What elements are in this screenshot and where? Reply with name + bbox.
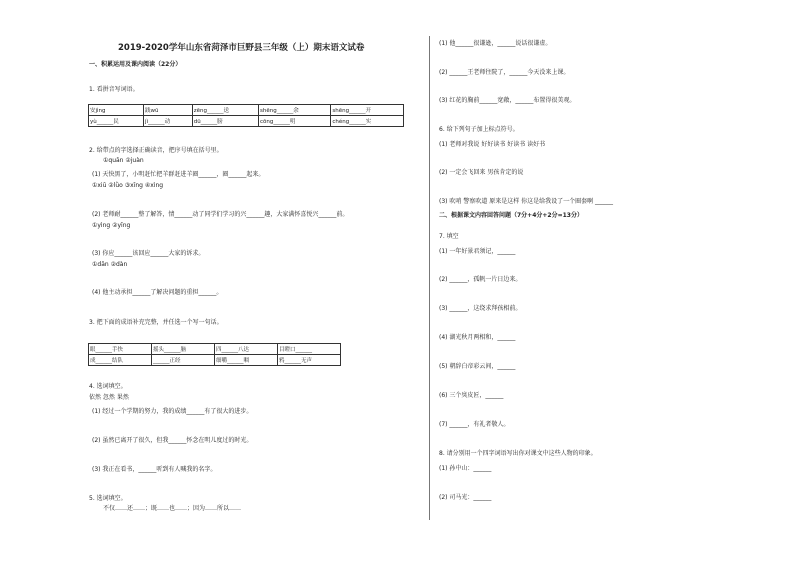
- question-8-2: (2) 司马光：______: [439, 494, 492, 501]
- question-2-options: ①quān ②juàn: [103, 157, 144, 164]
- question-4-2: (2) 虽然已离开了很久，但我______怀念在明儿度过的时光。: [92, 437, 253, 444]
- question-7-4: (4) 湖光秋月两相和，______: [439, 334, 516, 341]
- question-2-2: (2) 老师耐______整了解答，情______动了同学们学习的兴______趣，大家满怀喜悦兴______前。: [92, 211, 349, 218]
- table-cell: 践wū: [144, 105, 193, 116]
- question-2-1-options: ①xiū ②lǜo ③xīng ④xìng: [92, 182, 164, 189]
- question-4-words: 依然 忽然 果然: [89, 394, 129, 401]
- question-2: 2. 给带点的字选择正确读音，把序号填在括号里。: [89, 147, 223, 154]
- question-2-3: (3) 你应______该回应______大家的诉求。: [92, 250, 205, 257]
- question-4: 4. 选词填空。: [89, 383, 127, 390]
- question-2-3-options: ①dān ②dàn: [92, 261, 128, 268]
- question-7-1: (1) 一年好景君须记，______: [439, 248, 516, 255]
- idiom-table: [88, 343, 341, 366]
- question-8-1: (1) 孙中山：______: [439, 465, 492, 472]
- column-divider: [429, 36, 430, 520]
- table-cell: 细嚼______咽: [215, 355, 278, 366]
- answer-line-3: (3) 红花的胸前______宽敞，______布置得很美观。: [439, 97, 576, 104]
- question-6: 6. 给下列句子加上标点符号。: [439, 126, 519, 133]
- question-6-2: (2) 一定会飞回来 男孩肯定的说: [439, 169, 524, 176]
- question-7-5: (5) 朝辞白帝彩云间，______: [439, 363, 516, 370]
- table-cell: 安jìng: [89, 105, 144, 116]
- table-cell: zēng______送: [192, 105, 258, 116]
- answer-line-1: (1) 他______很谦逊，______说话很谦虚。: [439, 40, 552, 47]
- question-7-2: (2) ______，孤帆一片日边来。: [439, 276, 522, 283]
- question-5-words: 不仅……还……；既……也……；因为……所以……: [103, 505, 242, 512]
- table-cell: 眼______手快: [89, 344, 152, 355]
- table-row: [89, 344, 341, 355]
- section-1-heading: 一、积累运用及课内阅读（22分）: [89, 61, 182, 68]
- question-6-3: (3) 吹哨 警察吹道 原来是这样 你这是给我设了一个圈套啊 ______: [439, 198, 614, 205]
- question-2-1: (1) 天快黑了，小明赶忙把羊群赶进羊圈______，圈______起来。: [92, 171, 265, 178]
- table-cell: cōng______明: [259, 116, 331, 127]
- question-4-3: (3) 我正在看书，______听到有人喊我的名字。: [92, 466, 217, 473]
- page-title: 2019-2020学年山东省菏泽市巨野县三年级（上）期末语文试卷: [118, 43, 365, 53]
- table-cell: chéng______实: [331, 116, 404, 127]
- table-cell: 鸦______无声: [278, 355, 341, 366]
- question-1: 1. 看拼音写词语。: [89, 86, 139, 93]
- question-7: 7. 填空: [439, 233, 459, 240]
- table-cell: 成______结队: [89, 355, 152, 366]
- question-5: 5. 选词填空。: [89, 495, 127, 502]
- question-4-1: (1) 经过一个学期的努力，我的成绩______有了很大的进步。: [92, 408, 253, 415]
- table-cell: ______正经: [152, 355, 215, 366]
- table-cell: 四______八达: [215, 344, 278, 355]
- table-cell: jì______动: [144, 116, 193, 127]
- question-6-1: (1) 老师对我说 好好读书 好读书 读好书: [439, 141, 546, 148]
- table-cell: shēng______余: [259, 105, 331, 116]
- table-cell: shēng______开: [331, 105, 404, 116]
- question-2-4: (4) 他主动承担______了解决问题的重担______。: [92, 289, 223, 296]
- table-row: [89, 105, 404, 116]
- table-cell: dū______膀: [192, 116, 258, 127]
- table-cell: 摇头______脑: [152, 344, 215, 355]
- table-row: [89, 116, 404, 127]
- table-row: [89, 355, 341, 366]
- table-cell: 目瞪口______: [278, 344, 341, 355]
- question-7-6: (6) 三个臭皮匠，______: [439, 392, 504, 399]
- question-2-2-options: ①yìng ②yīng: [92, 222, 131, 229]
- question-7-7: (7) ______，有礼者敬人。: [439, 421, 510, 428]
- question-7-3: (3) ______，这绕求拜孩相前。: [439, 305, 522, 312]
- answer-line-2: (2) ______王老师往院了，______今天没来上课。: [439, 69, 570, 76]
- question-8: 8. 请分别用一个四字词语写出你对课文中这些人物的印象。: [439, 450, 597, 457]
- table-cell: yù______民: [89, 116, 144, 127]
- pinyin-table: [88, 104, 404, 127]
- question-3: 3. 把下面的成语补充完整，并任选一个写一句话。: [89, 319, 223, 326]
- section-2-heading: 二、根据课文内容回答问题（7分+4分+2分=13分）: [439, 212, 583, 219]
